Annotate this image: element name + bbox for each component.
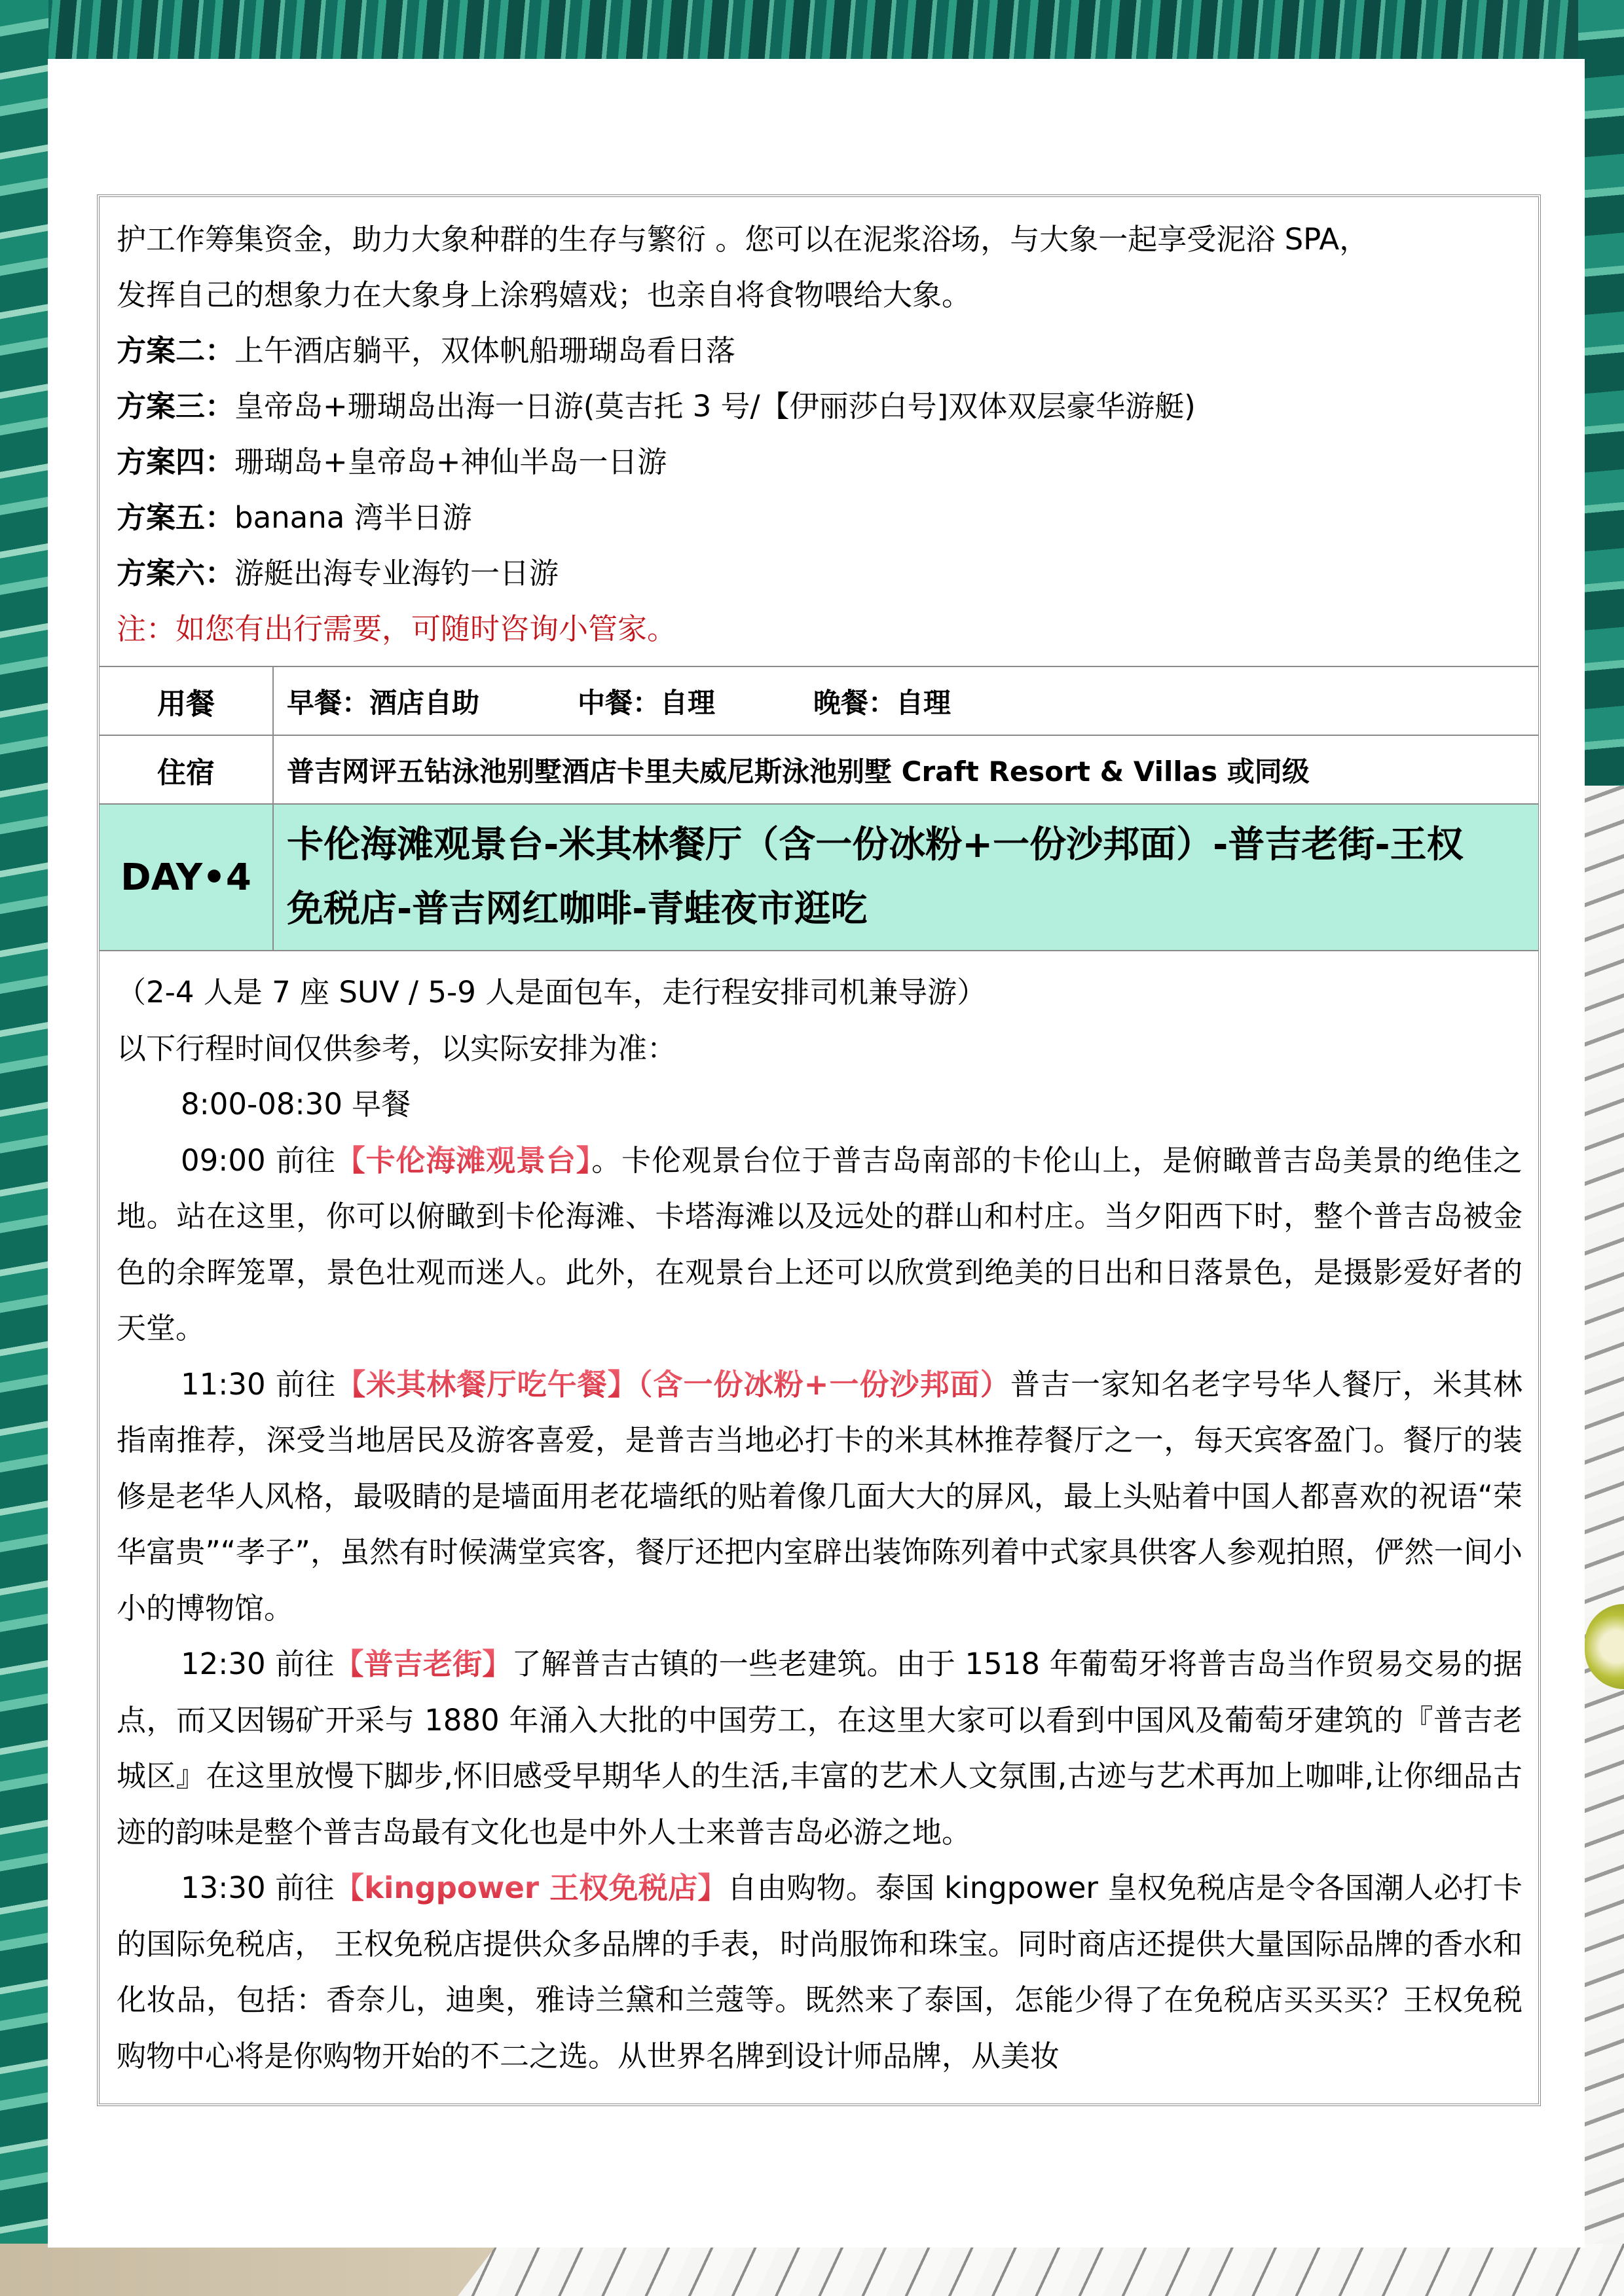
day-title-line: 卡伦海滩观景台-米其林餐厅（含一份冰粉+一份沙邦面）-普吉老街-王权 <box>287 824 1464 866</box>
stop-paragraph <box>117 1636 1522 1860</box>
stop-text: 普吉一家知名老字号华人餐厅，米其林指南推荐，深受当地居民及游客喜爱，是普吉当地必打卡的米其林推荐餐厅之一，每天宾客盈门。餐厅的装修是老华人风格，最吸睛的是墙面用老花墙纸的贴着像几面大大的屏风，最上头贴着中国人都喜欢的祝语“荣华富贵”“孝子”，虽然有时候满堂宾客，餐厅还把内室辟出装饰陈列着中式家具供客人参观拍照，俨然一间小小的博物馆。 <box>117 1366 1522 1626</box>
plan-text: 珊瑚岛+皇帝岛+神仙半岛一日游 <box>234 445 667 479</box>
meals-row <box>100 666 1538 735</box>
schedule-disclaimer: 以下行程时间仅供参考，以实际安排为准： <box>117 1030 677 1066</box>
plan-label: 方案二： <box>117 333 235 368</box>
accommodation-row <box>100 735 1538 803</box>
background-sand-bottom <box>0 2244 498 2296</box>
plan-label: 方案六： <box>117 556 235 591</box>
vehicle-info: （2-4 人是 7 座 SUV / 5-9 人是面包车，走行程安排司机兼导游） <box>117 975 987 1010</box>
background-water-top <box>0 0 1624 65</box>
stop-text: 了解普吉古镇的一些老建筑。由于 1518 年葡萄牙将普吉岛当作贸易交易的据点，而又因锡矿开采与 1880 年涌入大批的中国劳工，在这里大家可以看到中国风及葡萄牙建筑的『普吉老城区』在这里放慢下脚步,怀旧感受早期华人的生活,丰富的艺术人文氛围,古迹与艺术再加上咖啡,让你细品古迹的韵味是整个普吉岛最有文化也是中外人士来普吉岛必游之地。 <box>117 1647 1522 1850</box>
stop-text: 。卡伦观景台位于普吉岛南部的卡伦山上，是俯瞰普吉岛美景的绝佳之地。站在这里，你可以俯瞰到卡伦海滩、卡塔海滩以及远处的群山和村庄。当夕阳西下时，整个普吉岛被金色的余晖笼罩，景色壮观而迷人。此外，在观景台上还可以欣赏到绝美的日出和日落景色，是摄影爱好者的天堂。 <box>117 1142 1522 1345</box>
plan-item <box>117 378 1522 434</box>
day-title <box>274 805 1538 950</box>
background-water-left <box>0 0 48 2296</box>
stop-highlight: 【kingpower 王权免税店】 <box>334 1870 728 1905</box>
background-water-right <box>1578 0 1624 799</box>
plan-text: banana 湾半日游 <box>234 500 472 535</box>
plan-label: 方案四： <box>117 445 235 479</box>
stop-time: 11:30 前往 <box>181 1366 337 1402</box>
stop-paragraph <box>117 1860 1522 2084</box>
stop-highlight: 【普吉老街】 <box>334 1647 512 1681</box>
plan-text: 上午酒店躺平，双体帆船珊瑚岛看日落 <box>234 333 736 368</box>
day-body <box>100 950 1538 2104</box>
lunch-info: 中餐：自理 <box>578 686 716 719</box>
plan-text: 皇帝岛+珊瑚岛出海一日游(莫吉托 3 号/【伊丽莎白号]双体双层豪华游艇) <box>234 389 1196 424</box>
day-label: DAY•4 <box>100 805 274 950</box>
stop-highlight: 【米其林餐厅吃午餐】（含一份冰粉+一份沙邦面） <box>336 1366 1010 1402</box>
stop-highlight: 【卡伦海滩观景台】 <box>335 1142 592 1178</box>
plan-item <box>117 323 1522 378</box>
intro-line: 发挥自己的想象力在大象身上涂鸦嬉戏；也亲自将食物喂给大象。 <box>117 278 972 312</box>
note-text: 注：如您有出行需要，可随时咨询小管家。 <box>117 611 677 646</box>
stop-time: 13:30 前往 <box>181 1870 335 1905</box>
plan-label: 方案五： <box>117 500 235 535</box>
breakfast-time: 8:00-08:30 早餐 <box>181 1087 411 1121</box>
plan-item <box>117 490 1522 545</box>
stop-text: 自由购物。泰国 kingpower 皇权免税店是令各国潮人必打卡的国际免税店， 王权免税店提供众多品牌的手表，时尚服饰和珠宝。同时商店还提供大量国际品牌的香水和化妆品，包括：香奈儿，迪奥，雅诗兰黛和兰蔻等。既然来了泰国，怎能少得了在免税店买买买？王权免税购物中心将是你购物开始的不二之选。从世界名牌到设计师品牌，从美妆 <box>117 1870 1522 2073</box>
stop-time: 09:00 前往 <box>181 1142 336 1178</box>
meals-label: 用餐 <box>100 667 274 735</box>
day-header-row <box>100 803 1538 950</box>
itinerary-table <box>97 194 1541 2106</box>
meals-cell <box>274 667 1538 735</box>
accommodation-label: 住宿 <box>100 736 274 803</box>
background-stripes-right <box>1578 786 1624 2296</box>
plan-label: 方案三： <box>117 389 235 424</box>
plan-item <box>117 545 1522 601</box>
accommodation-text: 普吉网评五钻泳池别墅酒店卡里夫威尼斯泳池别墅 Craft Resort & Villas 或同级 <box>287 755 1310 788</box>
day-title-line: 免税店-普吉网红咖啡-青蛙夜市逛吃 <box>287 888 868 930</box>
stop-time: 12:30 前往 <box>181 1647 335 1681</box>
breakfast-info: 早餐：酒店自助 <box>287 686 480 719</box>
plan-text: 游艇出海专业海钓一日游 <box>234 556 559 591</box>
intro-line: 护工作筹集资金，助力大象种群的生存与繁衍 。您可以在泥浆浴场，与大象一起享受泥浴 SPA， <box>117 222 1369 257</box>
stop-paragraph <box>117 1133 1522 1357</box>
plan-item <box>117 434 1522 490</box>
dinner-info: 晚餐：自理 <box>813 686 951 719</box>
day3-continuation <box>100 197 1538 666</box>
stop-paragraph <box>117 1357 1522 1637</box>
